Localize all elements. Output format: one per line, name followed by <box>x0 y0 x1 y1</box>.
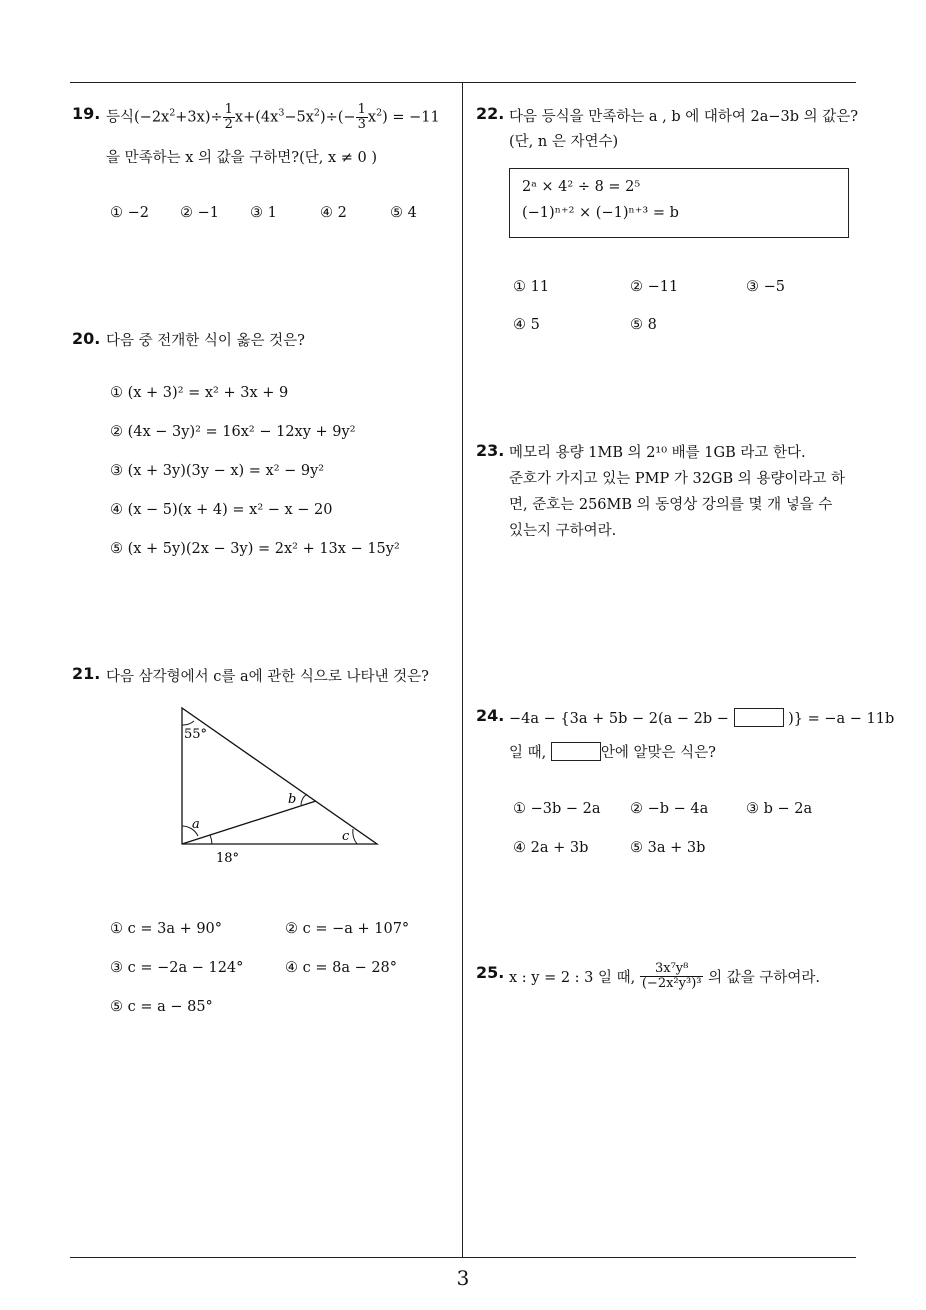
choice-1[interactable]: ① 11 <box>513 279 550 295</box>
question-number: 21. <box>72 664 101 683</box>
condition-line2: (−1)ⁿ⁺² × (−1)ⁿ⁺³ = b <box>522 205 679 221</box>
choice-1[interactable]: ① c = 3a + 90° <box>110 921 223 937</box>
angle-55-label: 55° <box>184 727 208 742</box>
question-23-line3: 면, 준호는 256MB 의 동영상 강의를 몇 개 넣을 수 <box>509 497 833 513</box>
answer-blank-box[interactable] <box>734 708 784 727</box>
question-number: 23. <box>476 441 505 460</box>
question-text: 다음 삼각형에서 c를 a에 관한 식으로 나타낸 것은? <box>106 669 429 685</box>
column-divider <box>462 83 463 1258</box>
page-number: 3 <box>456 1266 470 1290</box>
question-number: 25. <box>476 963 505 982</box>
question-23-line2: 준호가 가지고 있는 PMP 가 32GB 의 용량이라고 하 <box>509 471 846 487</box>
triangle-figure <box>170 700 390 870</box>
choice-4[interactable]: ④ 2a + 3b <box>513 840 589 856</box>
arc-55 <box>182 721 194 725</box>
angle-a-label: a <box>192 817 200 832</box>
triangle-outline <box>182 708 377 844</box>
question-22-line2: (단, n 은 자연수) <box>509 134 619 150</box>
choice-2[interactable]: ② −11 <box>630 279 679 295</box>
question-text: 다음 중 전개한 식이 옳은 것은? <box>106 333 305 349</box>
choice-3[interactable]: ③ 1 <box>250 205 277 221</box>
choice-5[interactable]: ⑤ (x + 5y)(2x − 3y) = 2x² + 13x − 15y² <box>110 541 400 557</box>
condition-line1: 2ᵃ × 4² ÷ 8 = 2⁵ <box>522 179 641 195</box>
choice-4[interactable]: ④ c = 8a − 28° <box>285 960 398 976</box>
question-24-line2: 일 때, 안에 알맞은 식은? <box>509 741 716 762</box>
question-23-line4: 있는지 구하여라. <box>509 523 617 539</box>
question-19-line2: 을 만족하는 x 의 값을 구하면?(단, x ≠ 0 ) <box>106 150 377 166</box>
angle-18-label: 18° <box>216 851 240 866</box>
choice-5[interactable]: ⑤ c = a − 85° <box>110 999 213 1015</box>
question-number: 24. <box>476 706 505 725</box>
question-23-line1: 메모리 용량 1MB 의 2¹⁰ 배를 1GB 라고 한다. <box>509 445 806 461</box>
question-19-line1: 등식$(-2x^2+3x)\div$ $\frac{1}{2}$ $x+(4x^3-5x^2)\div(-$ $\frac{1}{3}$ $x^2) = -11$ <box>106 102 440 132</box>
choice-2[interactable]: ② c = −a + 107° <box>285 921 410 937</box>
question-25-text: x : y = 2 : 3 일 때, $\frac{\text{3x⁷y⁸}}{\text{(−2x²y³)³}}$ 의 값을 구하여라. <box>509 961 820 991</box>
angle-c-label: c <box>342 829 350 844</box>
question-number: 19. <box>72 104 101 123</box>
choice-3[interactable]: ③ (x + 3y)(3y − x) = x² − 9y² <box>110 463 325 479</box>
choice-4[interactable]: ④ (x − 5)(x + 4) = x² − x − 20 <box>110 502 333 518</box>
choice-3[interactable]: ③ b − 2a <box>746 801 813 817</box>
arc-c <box>353 829 357 844</box>
choice-5[interactable]: ⑤ 8 <box>630 317 657 333</box>
choice-5[interactable]: ⑤ 3a + 3b <box>630 840 706 856</box>
arc-b <box>301 794 307 805</box>
choice-3[interactable]: ③ −5 <box>746 279 785 295</box>
choice-5[interactable]: ⑤ 4 <box>390 205 417 221</box>
choice-4[interactable]: ④ 5 <box>513 317 540 333</box>
choice-1[interactable]: ① −2 <box>110 205 149 221</box>
question-number: 22. <box>476 104 505 123</box>
question-22-line1: 다음 등식을 만족하는 a , b 에 대하여 2a−3b 의 값은? <box>509 109 859 125</box>
question-25-fraction: $\frac{\text{3x⁷y⁸}}{\text{(−2x²y³)³}}$ <box>641 961 702 991</box>
top-rule <box>70 82 856 83</box>
choice-2[interactable]: ② −1 <box>180 205 219 221</box>
choice-1[interactable]: ① (x + 3)² = x² + 3x + 9 <box>110 385 289 401</box>
answer-blank-box[interactable] <box>551 742 601 761</box>
arc-18 <box>210 835 212 844</box>
question-24-equation: −4a − {3a + 5b − 2(a − 2b − )} = −a − 11b <box>509 708 894 727</box>
cevian-line <box>182 801 316 844</box>
choice-1[interactable]: ① −3b − 2a <box>513 801 601 817</box>
question-number: 20. <box>72 329 101 348</box>
choice-2[interactable]: ② −b − 4a <box>630 801 709 817</box>
bottom-rule <box>70 1257 856 1258</box>
angle-b-label: b <box>288 792 297 807</box>
choice-3[interactable]: ③ c = −2a − 124° <box>110 960 244 976</box>
choice-4[interactable]: ④ 2 <box>320 205 347 221</box>
choice-2[interactable]: ② (4x − 3y)² = 16x² − 12xy + 9y² <box>110 424 356 440</box>
